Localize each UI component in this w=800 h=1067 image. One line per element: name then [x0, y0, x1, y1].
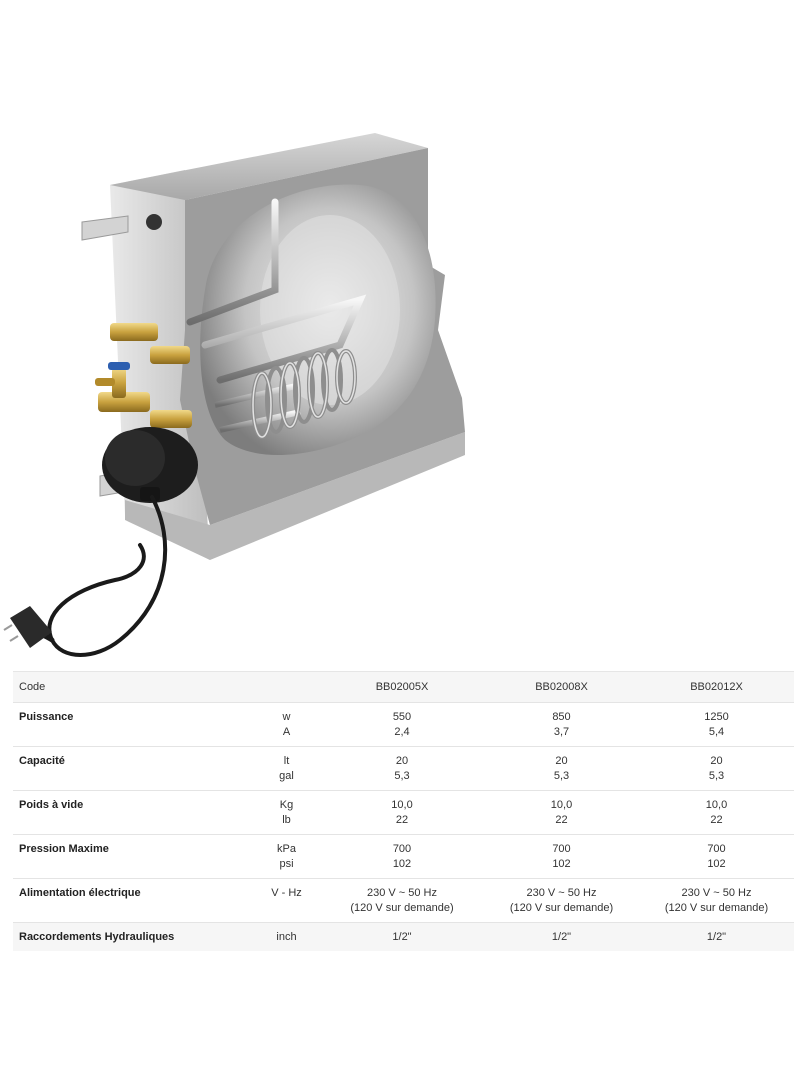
value-text: 22 [710, 814, 723, 826]
model-code-2: BB02008X [484, 672, 639, 703]
value-cell-1 [320, 879, 484, 923]
value-cell-3 [639, 879, 794, 923]
value-text: 5,3 [553, 770, 570, 782]
value-text: 10,0 [550, 799, 573, 811]
value-text: 102 [552, 858, 571, 870]
value-cell-1 [320, 835, 484, 879]
table-row [13, 747, 794, 791]
unit-text: inch [276, 931, 297, 943]
value-text: (120 V sur demande) [509, 902, 614, 914]
value-text: (120 V sur demande) [350, 902, 454, 914]
unit-text: psi [279, 858, 294, 870]
value-text: 22 [555, 814, 568, 826]
value-cell-3 [639, 923, 794, 952]
row-label: Raccordements Hydrauliques [13, 923, 253, 952]
row-units [253, 703, 320, 747]
value-text: 22 [395, 814, 409, 826]
value-cell-3 [639, 703, 794, 747]
value-cell-2 [484, 791, 639, 835]
unit-text: w [282, 711, 291, 723]
row-label: Puissance [13, 703, 253, 747]
value-text: 2,4 [394, 726, 410, 738]
value-cell-3 [639, 791, 794, 835]
value-text: 1/2" [706, 931, 727, 943]
value-cell-2 [484, 835, 639, 879]
unit-text: A [282, 726, 291, 738]
table-row [13, 879, 794, 923]
table-row [13, 703, 794, 747]
value-cell-1 [320, 791, 484, 835]
value-text: 230 V ~ 50 Hz [526, 887, 597, 899]
row-label: Alimentation électrique [13, 879, 253, 923]
model-code-3: BB02012X [639, 672, 794, 703]
value-text: 850 [552, 711, 571, 723]
value-cell-3 [639, 835, 794, 879]
model-code-1: BB02005X [320, 672, 484, 703]
unit-text: kPa [277, 843, 296, 855]
unit-text: Kg [279, 799, 294, 811]
value-text: 700 [552, 843, 571, 855]
row-label: Pression Maxime [13, 835, 253, 879]
value-text: 1/2" [392, 931, 412, 943]
value-text: 20 [395, 755, 409, 767]
value-text: 20 [555, 755, 568, 767]
value-text: 102 [707, 858, 726, 870]
value-text: 1/2" [551, 931, 572, 943]
value-text: 700 [392, 843, 412, 855]
value-cell-3 [639, 747, 794, 791]
value-text: 1250 [704, 711, 729, 723]
value-cell-2 [484, 747, 639, 791]
value-text: 550 [392, 711, 412, 723]
value-text: 10,0 [391, 799, 413, 811]
value-text: 102 [392, 858, 412, 870]
water-heater-cutaway-image [0, 120, 800, 670]
unit-text: lt [283, 755, 290, 767]
value-cell-2 [484, 923, 639, 952]
unit-text: gal [279, 770, 294, 782]
row-units [253, 879, 320, 923]
value-text: 5,3 [394, 770, 410, 782]
value-text: 230 V ~ 50 Hz [681, 887, 752, 899]
row-label: Poids à vide [13, 791, 253, 835]
table-header-row [13, 672, 794, 703]
row-label: Capacité [13, 747, 253, 791]
value-cell-2 [484, 879, 639, 923]
value-text: 230 V ~ 50 Hz [366, 887, 438, 899]
value-cell-2 [484, 703, 639, 747]
table-row [13, 923, 794, 952]
specifications-table [13, 671, 794, 951]
value-text: (120 V sur demande) [664, 902, 769, 914]
value-text: 5,4 [708, 726, 725, 738]
row-units [253, 923, 320, 952]
row-units [253, 747, 320, 791]
unit-text: V - Hz [271, 887, 302, 899]
row-units [253, 835, 320, 879]
header-unit [253, 672, 320, 703]
value-text: 10,0 [705, 799, 728, 811]
header-label: Code [13, 672, 253, 703]
value-text: 20 [710, 755, 723, 767]
value-text: 3,7 [553, 726, 570, 738]
value-cell-1 [320, 703, 484, 747]
unit-text: lb [282, 814, 291, 826]
value-text: 700 [707, 843, 726, 855]
table-row [13, 835, 794, 879]
value-text: 5,3 [708, 770, 725, 782]
value-cell-1 [320, 747, 484, 791]
value-cell-1 [320, 923, 484, 952]
row-units [253, 791, 320, 835]
table-row [13, 791, 794, 835]
